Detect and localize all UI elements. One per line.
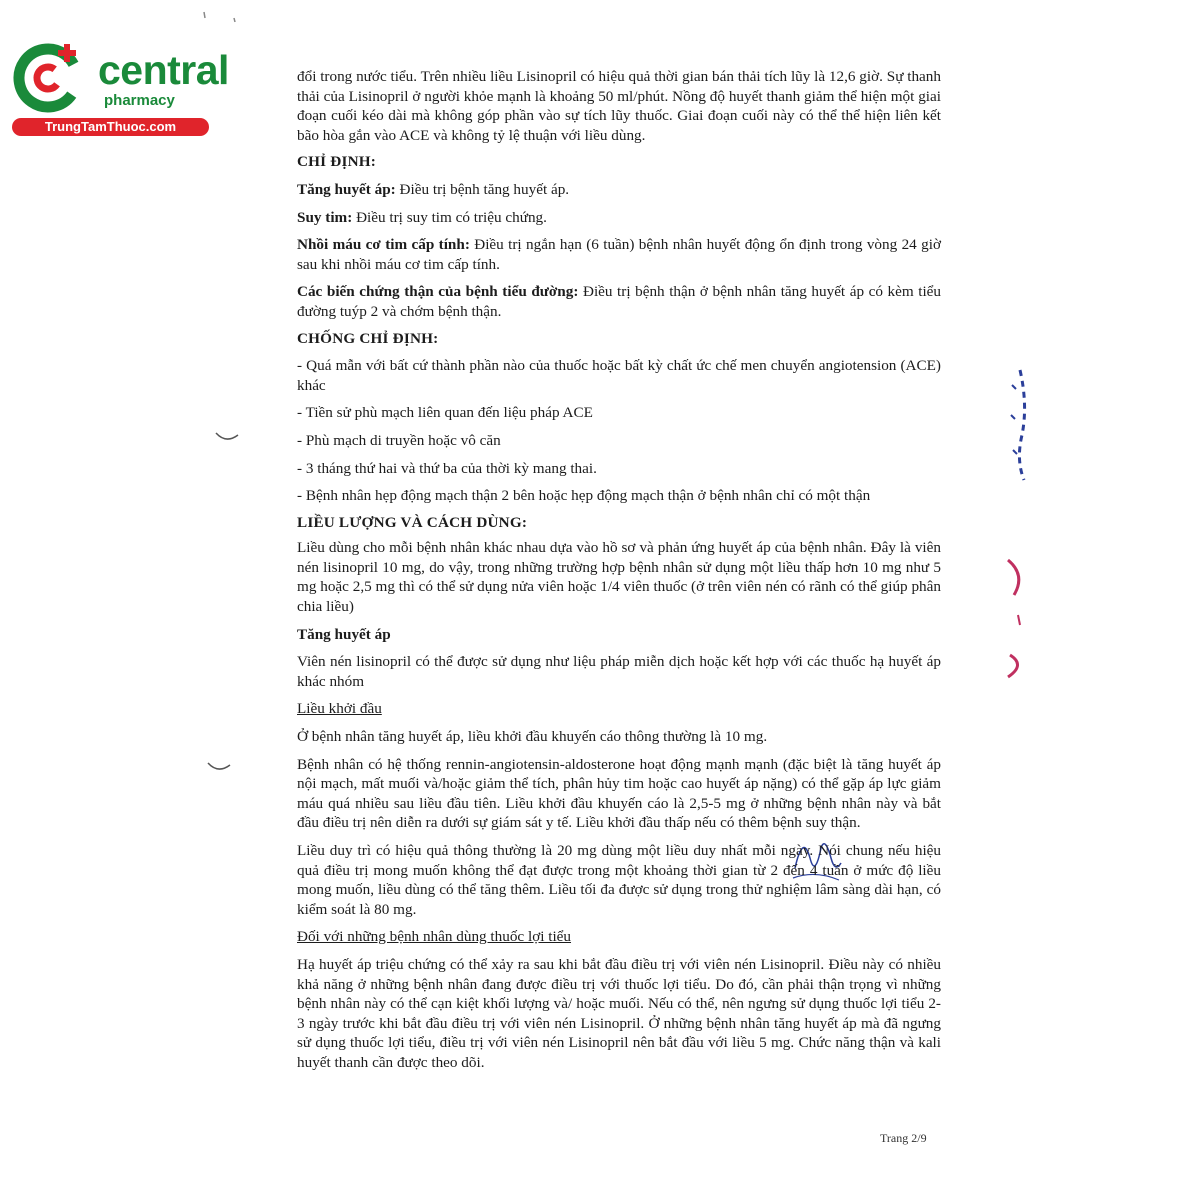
diuretic-subheading: Đối với những bệnh nhân dùng thuốc lợi tiểu <box>297 928 572 946</box>
indication-label: Các biến chứng thận của bệnh tiểu đường: <box>297 283 579 301</box>
hypertension-text: Viên nén lisinopril có thể được sử dụng như liệu pháp miễn dịch hoặc kết hợp với các thuốc hạ huyết áp khác nhóm <box>297 653 941 690</box>
central-pharmacy-logo[interactable] <box>12 38 229 138</box>
logo-sub-text: pharmacy <box>104 92 175 109</box>
indication-label: Nhồi máu cơ tim cấp tính: <box>297 236 470 254</box>
contraindication-item: - Bệnh nhân hẹp động mạch thận 2 bên hoặc hẹp động mạch thận ở bệnh nhân chỉ có một thận <box>297 487 871 505</box>
indications-heading: CHỈ ĐỊNH: <box>297 153 377 171</box>
dosage-heading: LIỀU LƯỢNG VÀ CÁCH DÙNG: <box>297 513 528 531</box>
diuretic-paragraph: Hạ huyết áp triệu chứng có thể xảy ra sau khi bắt đầu điều trị với viên nén Lisinopril. Điều này có nhiều khả năng ở những bệnh nhân đang được điều trị với thuốc lợi tiểu. Do đó, cần phải thận trọng vì những bệnh nhân này có thể cạn kiệt khối lượng và/ hoặc muối. Nếu có thể, nên ngưng sử dụng thuốc lợi tiểu 2-3 ngày trước khi bắt đầu điều trị với viên nén Lisinopril. Ở những bệnh nhân tăng huyết áp mà đã ngưng sử dụng thuốc lợi tiểu, điều trị với viên nén Lisinopril nên bắt đầu với liều 5 mg. Chức năng thận và kali huyết thanh cần được theo dõi. <box>297 955 941 1071</box>
indication-item <box>297 282 941 321</box>
scan-mark-icon <box>214 430 240 444</box>
indication-label: Suy tim: <box>297 208 353 226</box>
indication-item <box>297 180 941 200</box>
pharmacy-logo-icon <box>12 38 90 116</box>
dosage-intro: Liều dùng cho mỗi bệnh nhân khác nhau dựa vào hồ sơ và phản ứng huyết áp của bệnh nhân. Đây là viên nén lisinopril 10 mg, do vậy, trong những trường hợp bệnh nhân sử dụng một liều thấp hơn 10 mg như 5 mg hoặc 2,5 mg thì có thể sử dụng nửa viên hoặc 1/4 viên thuốc (ở trên viên nén có rãnh có thể giúp phân chia liều) <box>297 539 941 616</box>
indication-item <box>297 208 941 228</box>
document-page <box>297 67 941 1073</box>
contraindication-item: - Quá mẫn với bất cứ thành phần nào của thuốc hoặc bất kỳ chất ức chế men chuyển angiotension (ACE) khác <box>297 357 941 394</box>
hypertension-subheading: Tăng huyết áp <box>297 625 391 643</box>
blue-stamp-edge-icon <box>1006 365 1030 485</box>
scan-mark-icon <box>206 760 232 774</box>
scan-speck-icon <box>200 8 240 28</box>
indication-text: Điều trị bệnh thận ở bệnh nhân tăng huyết áp có kèm tiểu đường tuýp 2 và chớm bệnh thận. <box>297 283 942 320</box>
page-number: Trang 2/9 <box>880 1131 927 1145</box>
indication-text: Điều trị bệnh tăng huyết áp. <box>395 180 570 198</box>
indication-label: Tăng huyết áp: <box>297 180 396 198</box>
indication-item <box>297 235 941 274</box>
contraindications-heading: CHỐNG CHỈ ĐỊNH: <box>297 329 439 347</box>
logo-brand-text: central <box>98 47 229 93</box>
starting-dose-subheading: Liều khởi đầu <box>297 700 382 718</box>
red-stamp-edge-icon <box>1000 555 1030 680</box>
intro-paragraph: đổi trong nước tiểu. Trên nhiều liều Lisinopril có hiệu quả thời gian bán thải tích lũy là 12,6 giờ. Sự thanh thải của Lisinopril ở người khỏe mạnh là khoảng 50 ml/phút. Nồng độ huyết thanh giảm thể hiện một giai đoạn cuối kéo dài mà không góp phần vào sự tích lũy thuốc. Giai đoạn cuối này có thể thể hiện liên kết bão hòa gắn vào ACE và không tỷ lệ thuận với liều dùng. <box>297 68 941 144</box>
starting-dose-paragraph: Bệnh nhân có hệ thống rennin-angiotensin-aldosterone hoạt động mạnh mạnh (đặc biệt là tăng huyết áp nội mạch, mất muối và/hoặc giảm thể tích, phân hủy tim hoặc cao huyết áp nặng) có thể gặp áp lực giảm máu quá nhiều sau liều đầu tiên. Liều khởi đầu khuyến cáo là 2,5-5 mg ở những bệnh nhân này và bắt đầu điều trị nên diễn ra dưới sự giám sát y tế. Liều khởi đầu thấp nếu có thêm bệnh suy thận. <box>297 755 941 832</box>
contraindication-item: - Tiền sử phù mạch liên quan đến liệu pháp ACE <box>297 404 593 422</box>
maintenance-paragraph: Liều duy trì có hiệu quả thông thường là 20 mg dùng một liều duy nhất mỗi ngày. Nói chung nếu hiệu quả điều trị mong muốn không thể đạt được trong một khoảng thời gian từ 2 đến 4 tuần ở mức độ liều mong muốn, liều dùng có thể tăng thêm. Liều tối đa được sử dụng trong thử nghiệm lâm sàng dài hạn, có kiểm soát là 80 mg. <box>297 842 941 918</box>
indication-text: Điều trị suy tim có triệu chứng. <box>352 208 547 226</box>
contraindication-item: - Phù mạch di truyền hoặc vô căn <box>297 431 501 449</box>
contraindication-item: - 3 tháng thứ hai và thứ ba của thời kỳ mang thai. <box>297 459 597 477</box>
starting-dose-paragraph: Ở bệnh nhân tăng huyết áp, liều khởi đầu khuyến cáo thông thường là 10 mg. <box>297 728 768 746</box>
indication-text: Điều trị ngắn hạn (6 tuần) bệnh nhân huyết động ổn định trong vòng 24 giờ sau khi nhồi máu cơ tim cấp tính. <box>297 236 941 273</box>
logo-url-banner[interactable]: TrungTamThuoc.com <box>12 118 209 136</box>
